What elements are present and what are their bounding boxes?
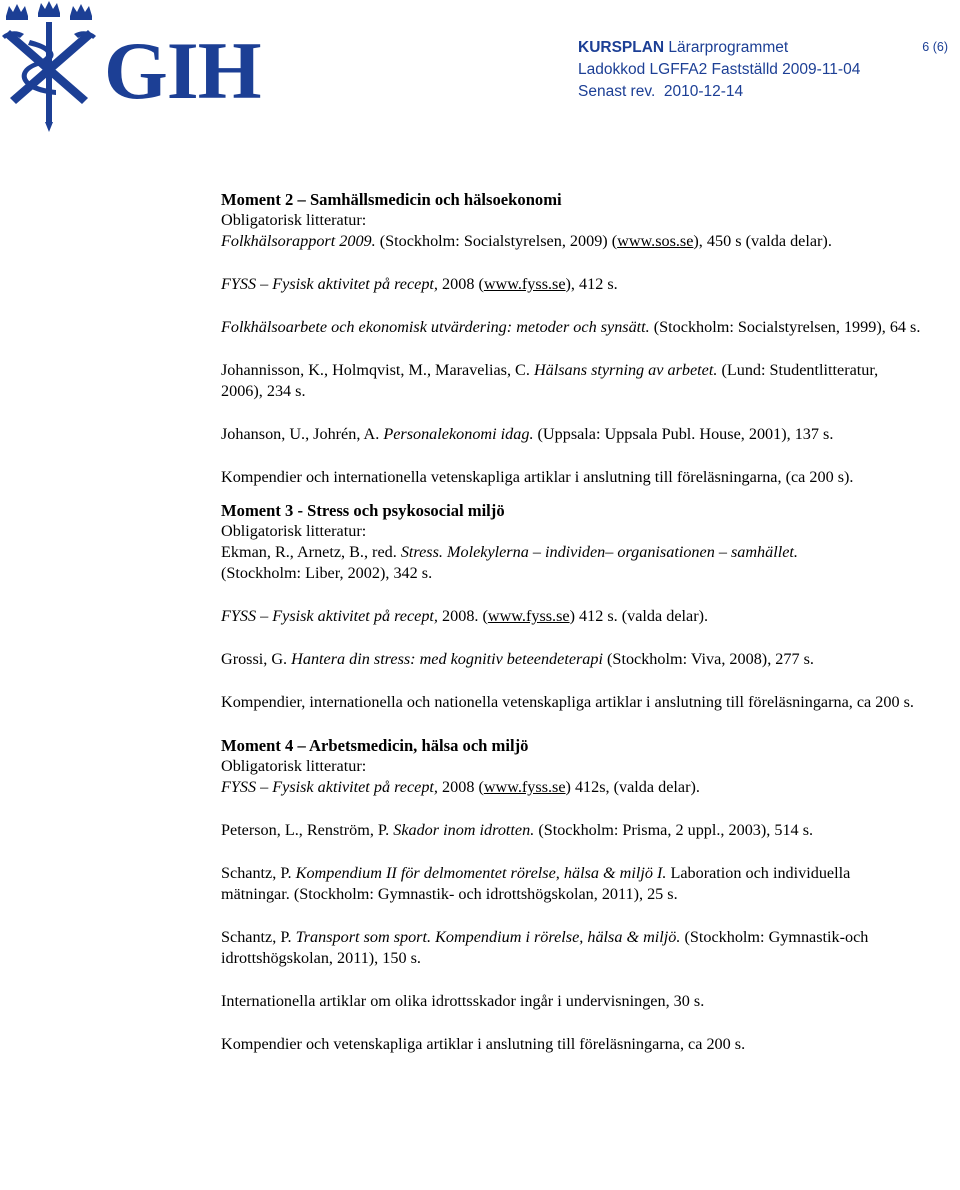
ref-text: (Lund: Studentlitteratur, 2006), 234 s. [221, 361, 879, 400]
ref-text: (Stockholm: Liber, 2002), 342 s. [221, 564, 433, 582]
header-program: Lärarprogrammet [664, 39, 789, 56]
ref-title: Personalekonomi idag. [383, 425, 534, 443]
ref-text: 2008 ( [437, 275, 484, 293]
ref-item [221, 820, 921, 841]
ref-title: FYSS – Fysisk aktivitet på recept, [221, 275, 438, 293]
moment-2-heading: Moment 2 – Samhällsmedicin och hälsoekonomi [221, 190, 562, 209]
ref-authors: Schantz, P. [221, 864, 296, 882]
ref-text: (Uppsala: Uppsala Publ. House, 2001), 137 s. [533, 425, 834, 443]
ref-authors: Schantz, P. [221, 928, 296, 946]
ref-text: (Stockholm: Viva, 2008), 277 s. [603, 650, 814, 668]
ref-authors: Ekman, R., Arnetz, B., red. [221, 543, 401, 561]
ref-authors: Johannisson, K., Holmqvist, M., Maravelias, C. [221, 361, 534, 379]
ref-text: (Stockholm: Gymnastik-och idrottshögskolan, 2011), 150 s. [221, 928, 869, 967]
ref-link[interactable]: www.fyss.se [487, 607, 570, 625]
ref-authors: Peterson, L., Renström, P. [221, 821, 394, 839]
ref-item [221, 274, 921, 295]
ref-text: (Stockholm: Socialstyrelsen, 2009) ( [375, 232, 618, 250]
ref-item [221, 606, 921, 627]
ref-item [221, 424, 921, 445]
moment-2-oblig-label: Obligatorisk litteratur: [221, 211, 367, 229]
ref-item [221, 777, 921, 798]
ref-text: 2008 ( [437, 778, 484, 796]
ref-title: Hälsans styrning av arbetet. [533, 361, 718, 379]
ref-link[interactable]: www.sos.se [617, 232, 694, 250]
ref-item [221, 863, 921, 905]
ref-link[interactable]: www.fyss.se [483, 778, 566, 796]
ref-text: ), 412 s. [565, 275, 618, 293]
ref-title: Folkhälsorapport 2009. [221, 232, 376, 250]
moment-4-oblig-label: Obligatorisk litteratur: [221, 757, 367, 775]
ref-title: Folkhälsoarbete och ekonomisk utvärdering: metoder och synsätt. [221, 318, 650, 336]
ref-item [221, 231, 921, 252]
ref-item: Kompendier och internationella vetenskapliga artiklar i anslutning till föreläsningarna, (ca 200 s). [221, 468, 854, 486]
header-line-2: Ladokkod LGFFA2 Fastställd 2009-11-04 [578, 61, 861, 78]
ref-authors: Grossi, G. [221, 650, 292, 668]
ref-title: FYSS – Fysisk aktivitet på recept, [221, 607, 438, 625]
ref-title: Hantera din stress: med kognitiv beteendeterapi [291, 650, 603, 668]
crown-staff-emblem-icon [0, 0, 110, 135]
header-line-1 [578, 37, 860, 59]
gih-logo [0, 0, 261, 135]
ref-title: FYSS – Fysisk aktivitet på recept, [221, 778, 438, 796]
ref-text: ) 412 s. (valda delar). [569, 607, 709, 625]
ref-title: Transport som sport. Kompendium i rörelse, hälsa & miljö. [295, 928, 681, 946]
page-number: 6 (6) [922, 40, 948, 54]
ref-text: 2008. ( [437, 607, 488, 625]
ref-item [221, 360, 921, 402]
header-kursplan: KURSPLAN [578, 39, 665, 56]
moment-4-heading: Moment 4 – Arbetsmedicin, hälsa och miljö [221, 736, 529, 755]
header-rev-date: 2010-12-14 [663, 83, 744, 100]
ref-item [221, 542, 921, 563]
logo-text: GIH [104, 25, 261, 116]
ref-title: Skador inom idrotten. [393, 821, 535, 839]
ref-authors: Johanson, U., Johrén, A. [221, 425, 384, 443]
ref-text: (Stockholm: Socialstyrelsen, 1999), 64 s. [649, 318, 921, 336]
ref-link[interactable]: www.fyss.se [483, 275, 566, 293]
ref-item: Kompendier och vetenskapliga artiklar i anslutning till föreläsningarna, ca 200 s. [221, 1035, 746, 1053]
ref-item: Internationella artiklar om olika idrottsskador ingår i undervisningen, 30 s. [221, 992, 705, 1010]
ref-text: ) 412s, (valda delar). [565, 778, 700, 796]
ref-text: Laboration och individuella mätningar. (Stockholm: Gymnastik- och idrottshögskolan, 2011), 25 s. [221, 864, 851, 903]
moment-3-oblig-label: Obligatorisk litteratur: [221, 522, 367, 540]
document-header [578, 37, 860, 103]
ref-item: Kompendier, internationella och nationella vetenskapliga artiklar i anslutning till föreläsningarna, ca 200 s. [221, 693, 914, 711]
ref-title: Kompendium II för delmomentet rörelse, hälsa & miljö I. [295, 864, 667, 882]
ref-item [221, 649, 921, 670]
ref-text: ), 450 s (valda delar). [693, 232, 832, 250]
ref-item [221, 927, 921, 969]
moment-3-heading: Moment 3 - Stress och psykosocial miljö [221, 501, 505, 520]
header-rev-label: Senast rev. [578, 83, 656, 100]
ref-title: Stress. Molekylerna – individen– organisationen – samhället. [400, 543, 798, 561]
document-body [221, 189, 921, 1055]
ref-item [221, 317, 921, 338]
ref-text: (Stockholm: Prisma, 2 uppl., 2003), 514 s. [534, 821, 814, 839]
header-line-3 [578, 81, 860, 103]
